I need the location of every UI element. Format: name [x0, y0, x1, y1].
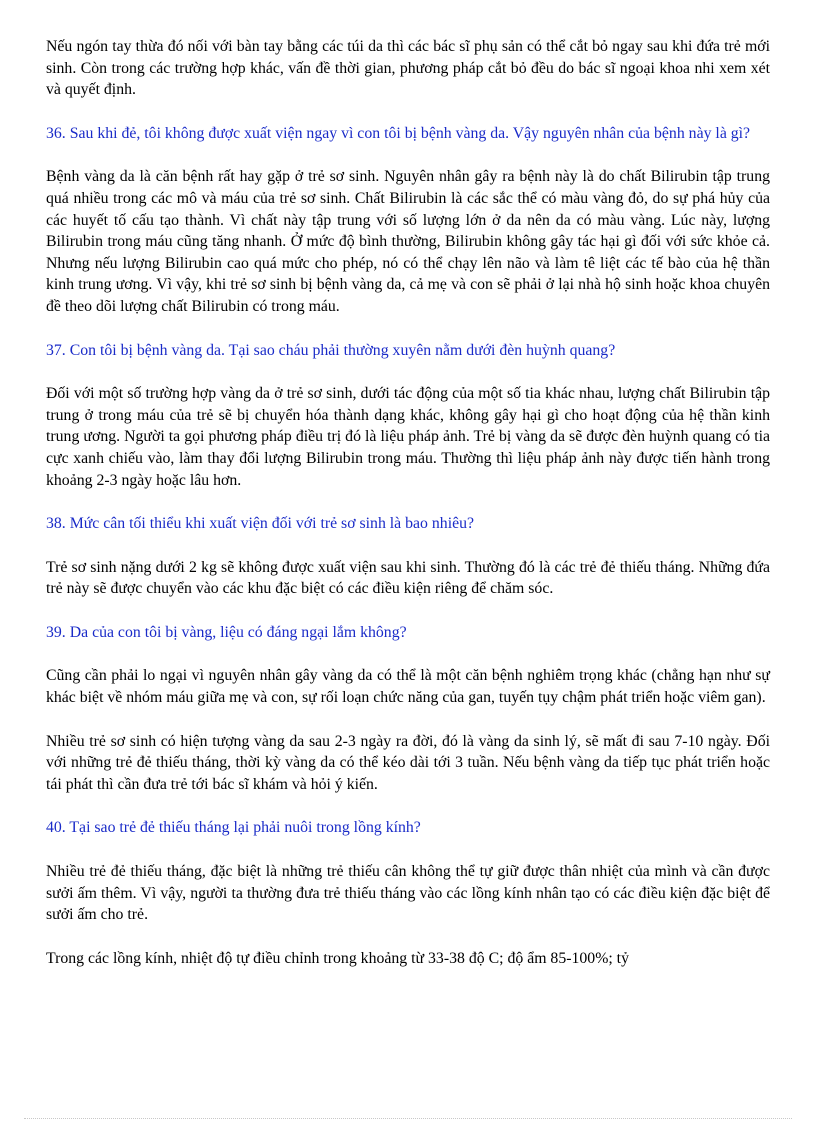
question-36: 36. Sau khi đẻ, tôi không được xuất viện ngay vì con tôi bị bệnh vàng da. Vậy nguyên nhân của bệnh này là gì?: [46, 124, 751, 142]
answer-36: Bệnh vàng da là căn bệnh rất hay gặp ở trẻ sơ sinh. Nguyên nhân gây ra bệnh này là do chất Bilirubin tập trung quá nhiều trong các mô và máu của trẻ sơ sinh. Chất Bilirubin là các sắc thể có màu vàng đỏ, do sự phá hủy của các huyết tố cấu tạo thành. Vì chất này tập trung với số lượng lớn ở da nên da có màu vàng. Lúc này, lượng Bilirubin trong máu cũng tăng nhanh. Ở mức độ bình thường, Bilirubin không gây tác hại gì đối với sức khỏe cả. Nhưng nếu lượng Bilirubin cao quá mức cho phép, nó có thể chạy lên não và làm tê liệt các tế bào của hệ thần kinh trung ương. Vì vậy, khi trẻ sơ sinh bị bệnh vàng da, cả mẹ và con sẽ phải ở lại nhà hộ sinh hoặc khoa chuyên đề theo dõi lượng chất Bilirubin có trong máu.: [46, 168, 770, 315]
question-40: 40. Tại sao trẻ đẻ thiếu tháng lại phải nuôi trong lồng kính?: [46, 819, 421, 837]
answer-38: Trẻ sơ sinh nặng dưới 2 kg sẽ không được xuất viện sau khi sinh. Thường đó là các trẻ đẻ thiếu tháng. Những đứa trẻ này sẽ được chuyển vào các khu đặc biệt có các điều kiện riêng để chăm sóc.: [46, 558, 770, 598]
answer-37: Đối với một số trường hợp vàng da ở trẻ sơ sinh, dưới tác động của một số tia khác nhau, lượng chất Bilirubin tập trung ở trong máu của trẻ sẽ bị chuyển hóa thành dạng khác, không gây hại gì cho hoạt động của hệ thần kinh trung ương. Người ta gọi phương pháp điều trị đó là liệu pháp ảnh. Trẻ bị vàng da sẽ được đèn huỳnh quang có tia cực xanh chiếu vào, làm thay đổi lượng Bilirubin trong máu. Thường thì liệu pháp ảnh này được tiến hành trong khoảng 2-3 ngày hoặc lâu hơn.: [46, 385, 770, 489]
answer-39-part-2: Nhiều trẻ sơ sinh có hiện tượng vàng da sau 2-3 ngày ra đời, đó là vàng da sinh lý, sẽ mất đi sau 7-10 ngày. Đối với những trẻ đẻ thiếu tháng, thời kỳ vàng da có thể kéo dài tới 3 tuần. Nếu bệnh vàng da tiếp tục phát triển hoặc tái phát thì cần đưa trẻ tới bác sĩ khám và hỏi ý kiến.: [46, 732, 770, 793]
document-page: [46, 36, 770, 991]
question-39: 39. Da của con tôi bị vàng, liệu có đáng ngại lắm không?: [46, 623, 407, 641]
question-38: 38. Mức cân tối thiểu khi xuất viện đối với trẻ sơ sinh là bao nhiêu?: [46, 515, 475, 533]
answer-39-part-1: Cũng cần phải lo ngại vì nguyên nhân gây vàng da có thể là một căn bệnh nghiêm trọng khác (chẳng hạn như sự khác biệt về nhóm máu giữa mẹ và con, sự rối loạn chức năng của gan, tuyến tụy chậm phát triển hoặc viêm gan).: [46, 667, 770, 707]
page-bottom-divider: [24, 1118, 792, 1119]
answer-40-part-1: Nhiều trẻ đẻ thiếu tháng, đặc biệt là những trẻ thiếu cân không thể tự giữ được thân nhiệt của mình và cần được sưởi ấm thêm. Vì vậy, người ta thường đưa trẻ thiếu tháng vào các lồng kính nhân tạo có các điều kiện đặc biệt để sưởi ấm cho trẻ.: [46, 863, 770, 924]
paragraph-intro: Nếu ngón tay thừa đó nối với bàn tay bằng các túi da thì các bác sĩ phụ sản có thể cắt bỏ ngay sau khi đứa trẻ mới sinh. Còn trong các trường hợp khác, vấn đề thời gian, phương pháp cắt bỏ đều do bác sĩ ngoại khoa nhi xem xét và quyết định.: [46, 38, 770, 99]
question-37: 37. Con tôi bị bệnh vàng da. Tại sao cháu phải thường xuyên nằm dưới đèn huỳnh quang?: [46, 341, 616, 359]
answer-40-part-2: Trong các lồng kính, nhiệt độ tự điều chỉnh trong khoảng từ 33-38 độ C; độ ẩm 85-100%; tỷ: [46, 949, 629, 967]
